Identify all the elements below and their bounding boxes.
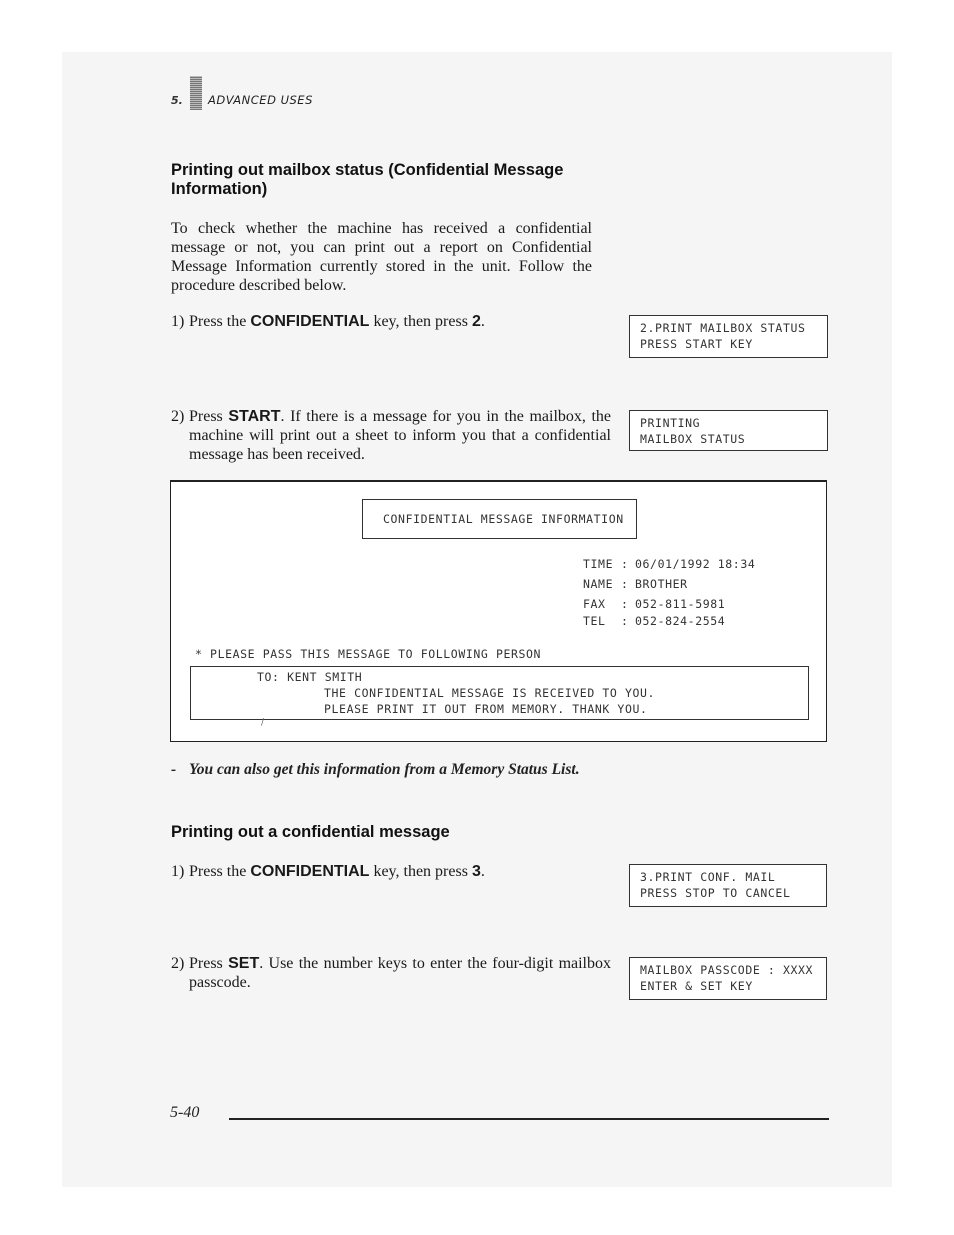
section-title-mailbox-status: Printing out mailbox status (Confidential Message Information): [171, 161, 564, 198]
info-label: TEL: [583, 614, 606, 628]
step-text: .: [480, 313, 485, 330]
key-number: 2: [471, 313, 481, 330]
footer-rule: [229, 1118, 829, 1120]
note-dash: -: [171, 761, 177, 778]
sample-report: [170, 480, 827, 742]
section-title-print-confidential: Printing out a confidential message: [171, 823, 450, 841]
report-title: CONFIDENTIAL MESSAGE INFORMATION: [383, 512, 624, 526]
note-text: You can also get this information from a Memory Status List.: [189, 761, 580, 778]
step-2-press-start: [171, 407, 611, 464]
intro-paragraph: To check whether the machine has received a confidential message or not, you can print out a report on Confidential Message Information currently stored in the unit. Follow the procedure described below.: [171, 220, 592, 294]
chapter-title: ADVANCED USES: [208, 93, 313, 107]
lcd-display-print-mailbox: [629, 315, 828, 358]
lcd-line-1: 3.PRINT CONF. MAIL: [640, 870, 776, 884]
lcd-line-2: PRESS STOP TO CANCEL: [640, 886, 791, 900]
info-row-tel: TEL : 052-824-2554: [583, 614, 726, 628]
lcd-line-2: ENTER & SET KEY: [640, 979, 753, 993]
message-box: [190, 666, 809, 720]
lcd-display-printing: [629, 410, 828, 451]
memory-status-note: [171, 760, 601, 779]
step-number: 2): [171, 955, 185, 972]
step-text: Press the: [189, 863, 251, 880]
step-text: .: [480, 863, 485, 880]
step-text: Press: [189, 408, 229, 425]
step-number: 2): [171, 408, 185, 425]
info-row-fax: FAX : 052-811-5981: [583, 597, 726, 611]
lcd-line-2: MAILBOX STATUS: [640, 432, 746, 446]
chapter-tab-marker: [190, 76, 202, 110]
info-value: 052-811-5981: [635, 597, 726, 611]
step-text: key, then press: [369, 863, 472, 880]
message-line-1: THE CONFIDENTIAL MESSAGE IS RECEIVED TO YOU.: [324, 686, 656, 700]
info-row-name: NAME : BROTHER: [583, 577, 688, 591]
step-1-print-conf-mail: [171, 862, 601, 881]
step-text: Press the: [189, 313, 251, 330]
lcd-display-print-conf-mail: [629, 864, 827, 907]
info-label: NAME: [583, 577, 614, 591]
confidential-key-label: CONFIDENTIAL: [250, 863, 370, 880]
info-value: 06/01/1992 18:34: [635, 557, 756, 571]
page-number: 5-40: [170, 1104, 200, 1121]
key-number: 3: [471, 863, 481, 880]
set-key-label: SET: [228, 955, 260, 972]
confidential-key-label: CONFIDENTIAL: [250, 313, 370, 330]
info-label: FAX: [583, 597, 606, 611]
step-text: . Use the number keys to enter the four-digit mailbox passcode.: [189, 955, 611, 991]
step-text: key, then press: [369, 313, 472, 330]
recipient-line: TO: KENT SMITH: [257, 670, 363, 684]
info-value: 052-824-2554: [635, 614, 726, 628]
lcd-line-1: PRINTING: [640, 416, 701, 430]
step-number: 1): [171, 313, 185, 330]
info-row-time: TIME : 06/01/1992 18:34: [583, 557, 756, 571]
start-key-label: START: [228, 408, 281, 425]
report-title-box: [362, 499, 637, 539]
step-text: Press: [189, 955, 229, 972]
step-text: . If there is a message for you in the mailbox, the machine will print out a sheet to inform you that a confidential message has been received.: [189, 408, 612, 463]
info-value: BROTHER: [635, 577, 688, 591]
lcd-line-1: MAILBOX PASSCODE : XXXX: [640, 963, 814, 977]
chapter-number: 5.: [171, 94, 183, 107]
lcd-line-1: 2.PRINT MAILBOX STATUS: [640, 321, 806, 335]
pass-message-note: * PLEASE PASS THIS MESSAGE TO FOLLOWING PERSON: [195, 647, 542, 661]
message-line-2: PLEASE PRINT IT OUT FROM MEMORY. THANK YOU.: [324, 702, 648, 716]
tick-mark: /: [261, 718, 265, 728]
lcd-line-2: PRESS START KEY: [640, 337, 753, 351]
step-2-press-set: [171, 954, 611, 992]
step-number: 1): [171, 863, 185, 880]
step-1-print-mailbox: [171, 312, 601, 331]
lcd-display-mailbox-passcode: [629, 957, 827, 1000]
info-label: TIME: [583, 557, 614, 571]
